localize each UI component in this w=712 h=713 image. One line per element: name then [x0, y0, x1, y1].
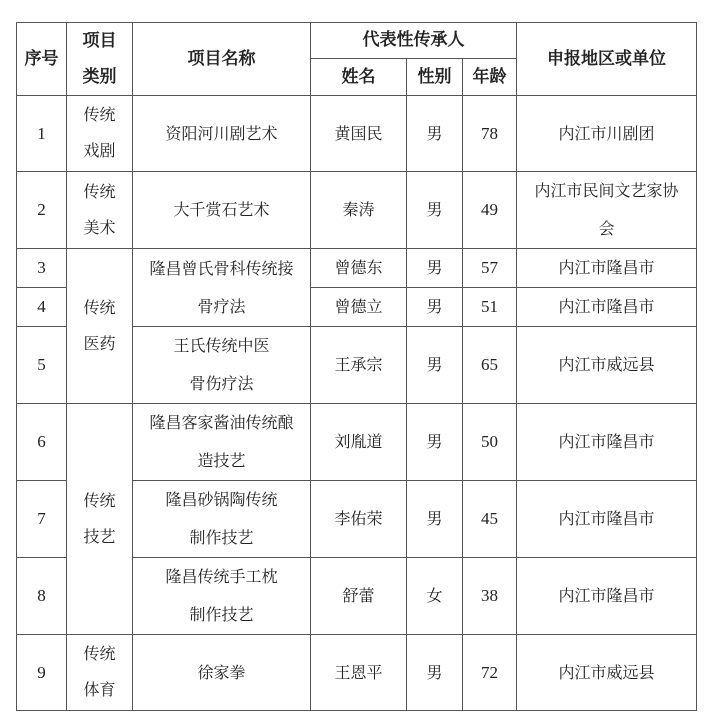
name-cell: 李佑荣	[311, 481, 407, 558]
seq-cell: 6	[17, 404, 67, 481]
age-cell: 50	[463, 404, 517, 481]
header-inheritor: 代表性传承人	[311, 23, 517, 59]
age-cell: 45	[463, 481, 517, 558]
gender-cell: 男	[407, 404, 463, 481]
gender-cell: 男	[407, 172, 463, 249]
seq-cell: 2	[17, 172, 67, 249]
gender-cell: 男	[407, 288, 463, 327]
name-cell: 王承宗	[311, 327, 407, 404]
header-row-1	[17, 23, 697, 59]
header-project: 项目名称	[133, 23, 311, 96]
age-cell: 57	[463, 249, 517, 288]
inheritor-table	[16, 22, 697, 711]
category-cell: 传统医药	[67, 249, 133, 404]
table-row	[17, 635, 697, 711]
unit-cell: 内江市民间文艺家协会	[517, 172, 697, 249]
project-cell: 大千赏石艺术	[133, 172, 311, 249]
header-name: 姓名	[311, 58, 407, 95]
category-cell: 传统戏剧	[67, 96, 133, 172]
age-cell: 72	[463, 635, 517, 711]
category-cell: 传统技艺	[67, 404, 133, 635]
project-cell: 隆昌客家酱油传统酿造技艺	[133, 404, 311, 481]
gender-cell: 女	[407, 558, 463, 635]
project-cell: 隆昌砂锅陶传统制作技艺	[133, 481, 311, 558]
table-row	[17, 96, 697, 172]
name-cell: 曾德立	[311, 288, 407, 327]
project-cell: 隆昌传统手工枕制作技艺	[133, 558, 311, 635]
name-cell: 黄国民	[311, 96, 407, 172]
project-cell: 徐家拳	[133, 635, 311, 711]
category-cell: 传统美术	[67, 172, 133, 249]
unit-cell: 内江市隆昌市	[517, 481, 697, 558]
gender-cell: 男	[407, 327, 463, 404]
gender-cell: 男	[407, 481, 463, 558]
age-cell: 38	[463, 558, 517, 635]
table-row	[17, 249, 697, 288]
name-cell: 舒蕾	[311, 558, 407, 635]
header-unit: 申报地区或单位	[517, 23, 697, 96]
seq-cell: 9	[17, 635, 67, 711]
project-cell: 资阳河川剧艺术	[133, 96, 311, 172]
gender-cell: 男	[407, 249, 463, 288]
age-cell: 65	[463, 327, 517, 404]
table-row	[17, 404, 697, 481]
header-seq: 序号	[17, 23, 67, 96]
unit-cell: 内江市隆昌市	[517, 558, 697, 635]
name-cell: 曾德东	[311, 249, 407, 288]
gender-cell: 男	[407, 96, 463, 172]
name-cell: 刘胤道	[311, 404, 407, 481]
seq-cell: 8	[17, 558, 67, 635]
unit-cell: 内江市川剧团	[517, 96, 697, 172]
project-cell: 王氏传统中医骨伤疗法	[133, 327, 311, 404]
gender-cell: 男	[407, 635, 463, 711]
table-row	[17, 172, 697, 249]
age-cell: 49	[463, 172, 517, 249]
seq-cell: 1	[17, 96, 67, 172]
header-gender: 性别	[407, 58, 463, 95]
unit-cell: 内江市隆昌市	[517, 249, 697, 288]
seq-cell: 7	[17, 481, 67, 558]
unit-cell: 内江市隆昌市	[517, 404, 697, 481]
name-cell: 王恩平	[311, 635, 407, 711]
age-cell: 51	[463, 288, 517, 327]
name-cell: 秦涛	[311, 172, 407, 249]
seq-cell: 4	[17, 288, 67, 327]
project-cell: 隆昌曾氏骨科传统接骨疗法	[133, 249, 311, 327]
header-age: 年龄	[463, 58, 517, 95]
unit-cell: 内江市威远县	[517, 635, 697, 711]
unit-cell: 内江市威远县	[517, 327, 697, 404]
header-category: 项目类别	[67, 23, 133, 96]
unit-cell: 内江市隆昌市	[517, 288, 697, 327]
category-cell: 传统体育	[67, 635, 133, 711]
seq-cell: 5	[17, 327, 67, 404]
seq-cell: 3	[17, 249, 67, 288]
age-cell: 78	[463, 96, 517, 172]
